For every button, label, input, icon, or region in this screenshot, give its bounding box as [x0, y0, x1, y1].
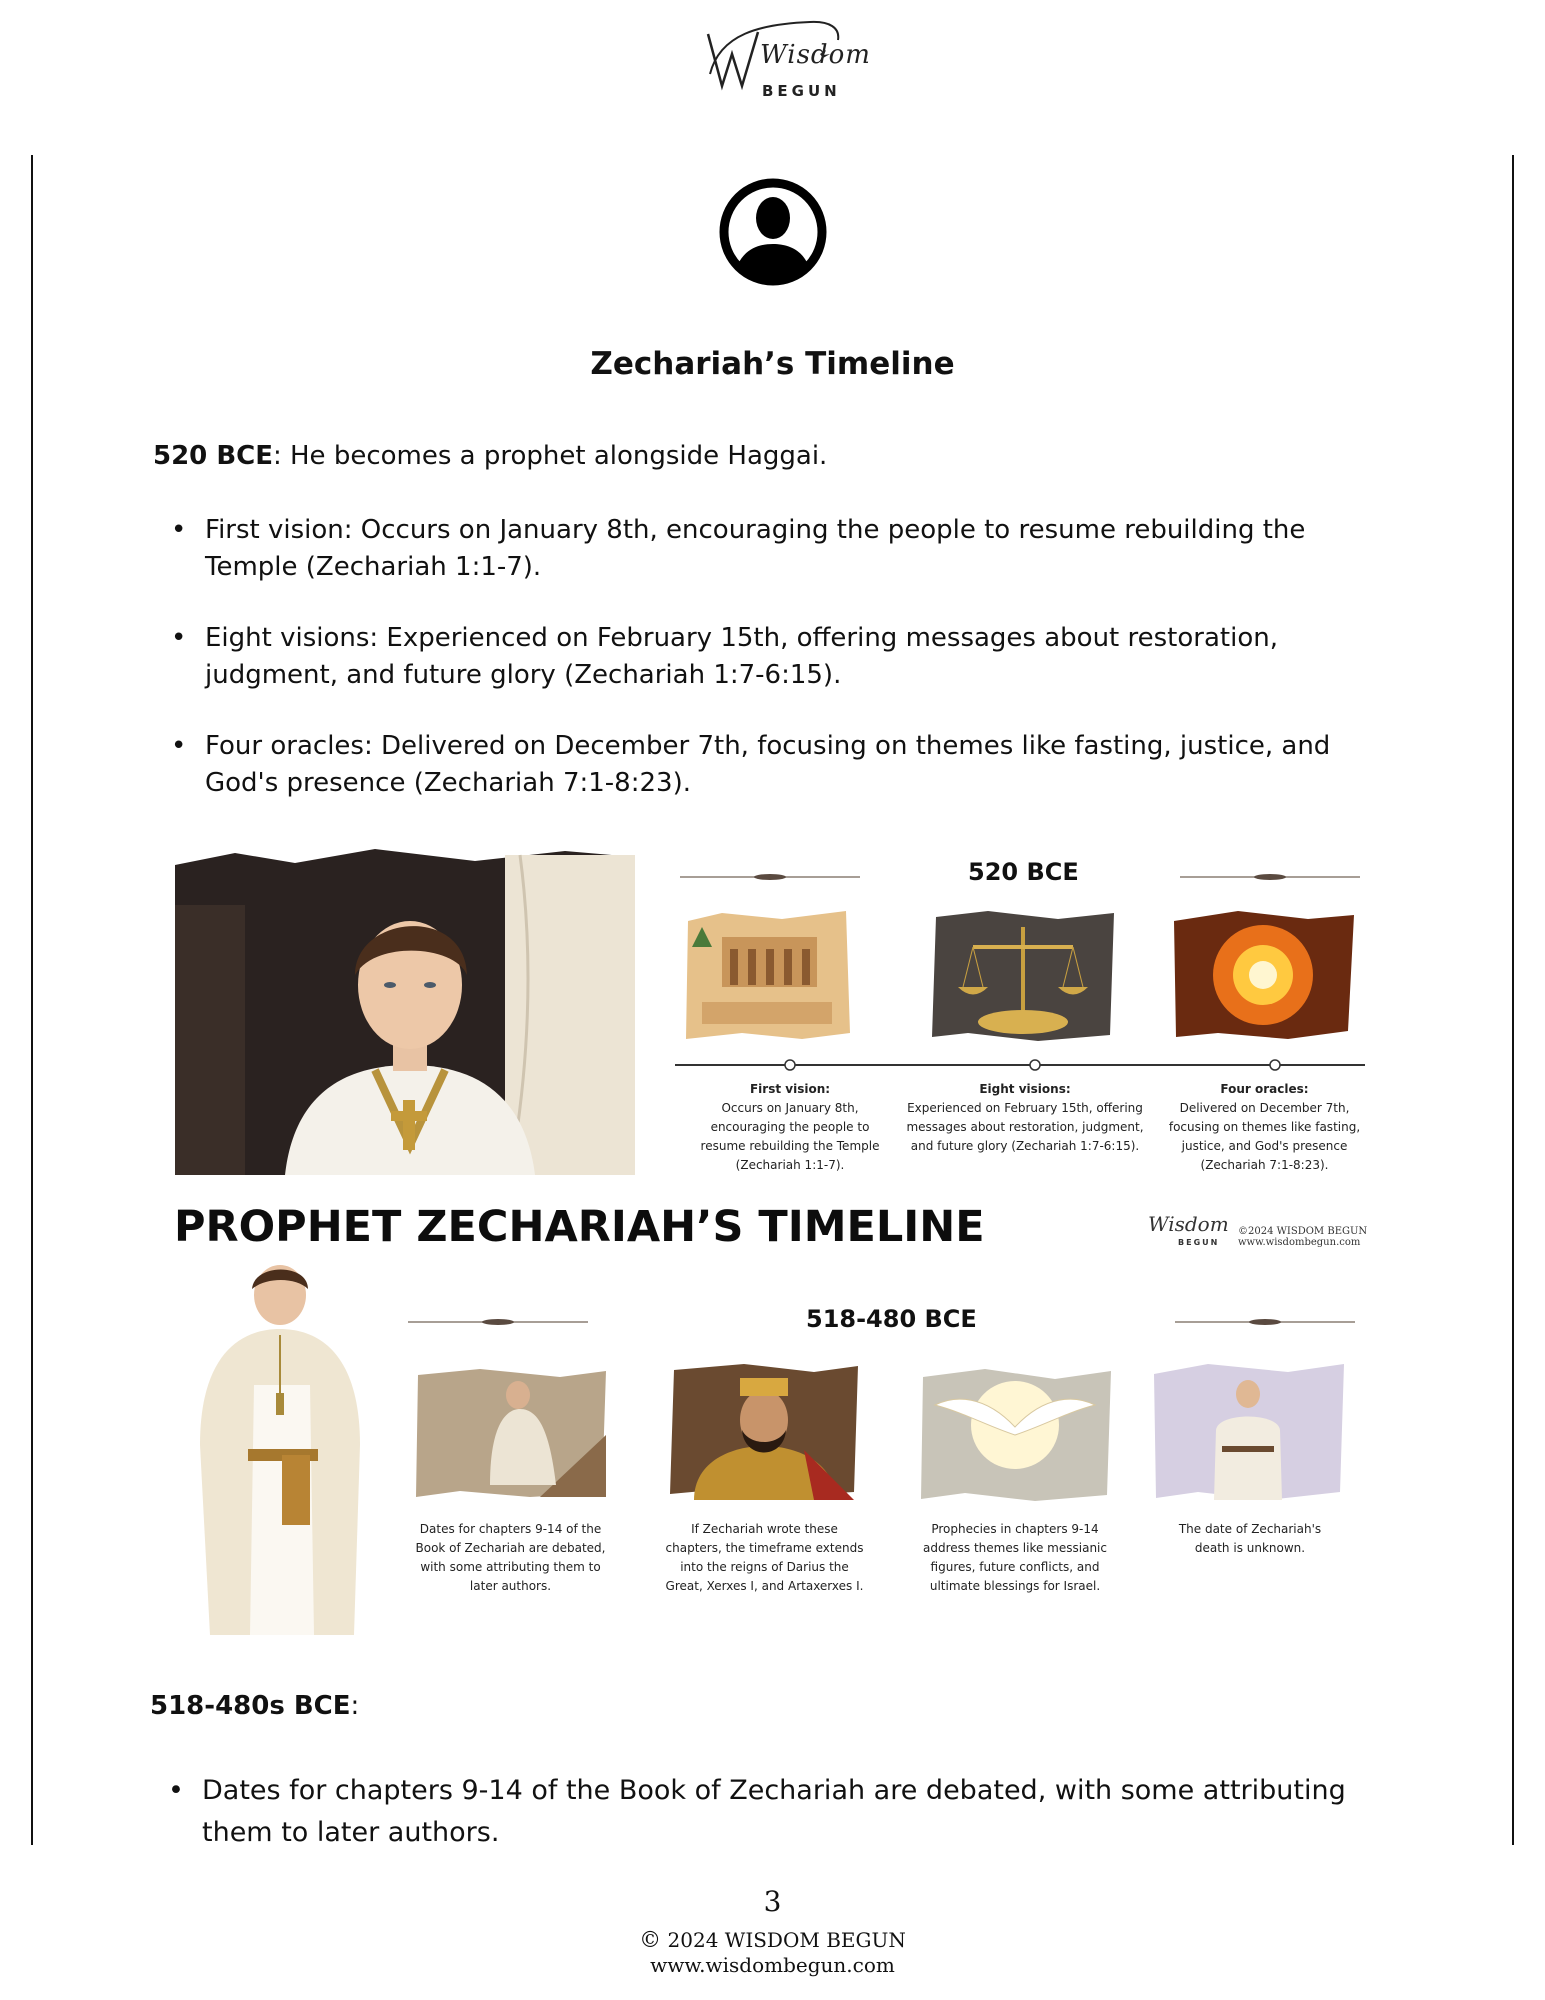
caption-title: First vision:: [749, 1082, 831, 1096]
prophet-sky-image: [1148, 1360, 1348, 1505]
section2-date: 518-480s BCE: [150, 1691, 351, 1721]
caption-text: Delivered on December 7th, focusing on themes like fasting, justice, and God's presence (Zechariah 7:1-8:23).: [1168, 1101, 1361, 1172]
infographic-copyright: [1238, 1226, 1367, 1248]
caption-title: Eight visions:: [979, 1082, 1071, 1096]
page-heading: Zechariah’s Timeline: [590, 346, 955, 382]
caption-text: Experienced on February 15th, offering messages about restoration, judgment, and future glory (Zechariah 1:7-6:15).: [906, 1101, 1144, 1153]
caption-first-vision: [700, 1080, 880, 1175]
footer-copyright: [0, 1928, 1545, 1977]
era-520-label: 520 BCE: [968, 858, 1079, 886]
section2-colon: :: [350, 1691, 360, 1721]
footer-url: www.wisdombegun.com: [650, 1953, 895, 1977]
caption-eight-visions: [905, 1080, 1145, 1156]
prophet-portrait-image: [175, 845, 635, 1175]
prophet-praying-image: [410, 1365, 610, 1500]
caption-text: Occurs on January 8th, encouraging the people to resume rebuilding the Temple (Zechariah 1:1-7).: [700, 1101, 880, 1172]
king-darius-image: [664, 1360, 864, 1500]
timeline-line: [675, 1058, 1365, 1072]
intro-date: 520 BCE: [153, 441, 273, 471]
era-518-480-label: 518-480 BCE: [806, 1305, 977, 1333]
caption-prophecies: Prophecies in chapters 9-14 address themes like messianic figures, future conflicts, and ultimate blessings for Israel.: [923, 1522, 1107, 1593]
caption-death-unknown: The date of Zechariah's death is unknown.: [1178, 1522, 1322, 1555]
logo-begun-text: BEGUN: [762, 82, 841, 100]
footer-copyright-text: 2024 WISDOM BEGUN: [667, 1928, 906, 1952]
page-number: 3: [763, 1885, 782, 1918]
bullet-four-oracles: • Four oracles: Delivered on December 7th, focusing on themes like fasting, justice, and God's presence (Zechariah 7:1-8:23).: [205, 728, 1385, 802]
caption-title: Four oracles:: [1220, 1082, 1309, 1096]
caption-chapters-debated: Dates for chapters 9-14 of the Book of Zechariah are debated, with some attributing them to later authors.: [415, 1522, 606, 1593]
justice-scales-image: [928, 907, 1118, 1042]
ornament-divider: [1180, 870, 1360, 884]
bullet-chapters-debated: • Dates for chapters 9-14 of the Book of Zechariah are debated, with some attributing them to later authors.: [202, 1770, 1402, 1854]
ornament-divider: [408, 1315, 588, 1329]
small-logo-script: Wisdom: [1148, 1212, 1229, 1236]
caption-four-oracles: [1162, 1080, 1367, 1175]
copyright-icon: ©: [639, 1928, 662, 1953]
infographic-copyright-text: ©2024 WISDOM BEGUN: [1238, 1226, 1368, 1237]
intro-text: : He becomes a prophet alongside Haggai.: [272, 441, 828, 471]
prophet-standing-image: [170, 1265, 380, 1635]
left-border-rule: [31, 155, 33, 1845]
infographic-title: PROPHET ZECHARIAH’S TIMELINE: [174, 1202, 985, 1252]
caption-reigns: If Zechariah wrote these chapters, the timeframe extends into the reigns of Darius the Great, Xerxes I, and Artaxerxes I.: [665, 1522, 864, 1593]
bullet-first-vision: • First vision: Occurs on January 8th, encouraging the people to resume rebuilding the Temple (Zechariah 1:1-7).: [205, 512, 1385, 586]
ornament-divider: [1175, 1315, 1355, 1329]
ornament-divider: [680, 870, 860, 884]
small-logo-begun: BEGUN: [1178, 1238, 1220, 1247]
wisdom-begun-logo: [700, 14, 871, 106]
logo-script-text: Wisdom: [760, 40, 871, 70]
infographic-top: [170, 845, 1380, 1175]
infographic-bottom: [170, 1265, 1380, 1635]
section2-heading: [150, 1688, 359, 1725]
temple-ruins-image: [682, 907, 852, 1042]
small-wisdom-begun-logo: [1148, 1212, 1229, 1252]
user-silhouette-icon: [719, 178, 827, 286]
glowing-sun-image: [1168, 907, 1358, 1042]
dove-light-image: [915, 1365, 1115, 1505]
infographic-url: www.wisdombegun.com: [1238, 1237, 1361, 1248]
bullet-eight-visions: • Eight visions: Experienced on February 15th, offering messages about restoration, judgment, and future glory (Zechariah 1:7-6:15).: [205, 620, 1385, 694]
right-border-rule: [1512, 155, 1514, 1845]
intro-line: [153, 438, 1413, 475]
